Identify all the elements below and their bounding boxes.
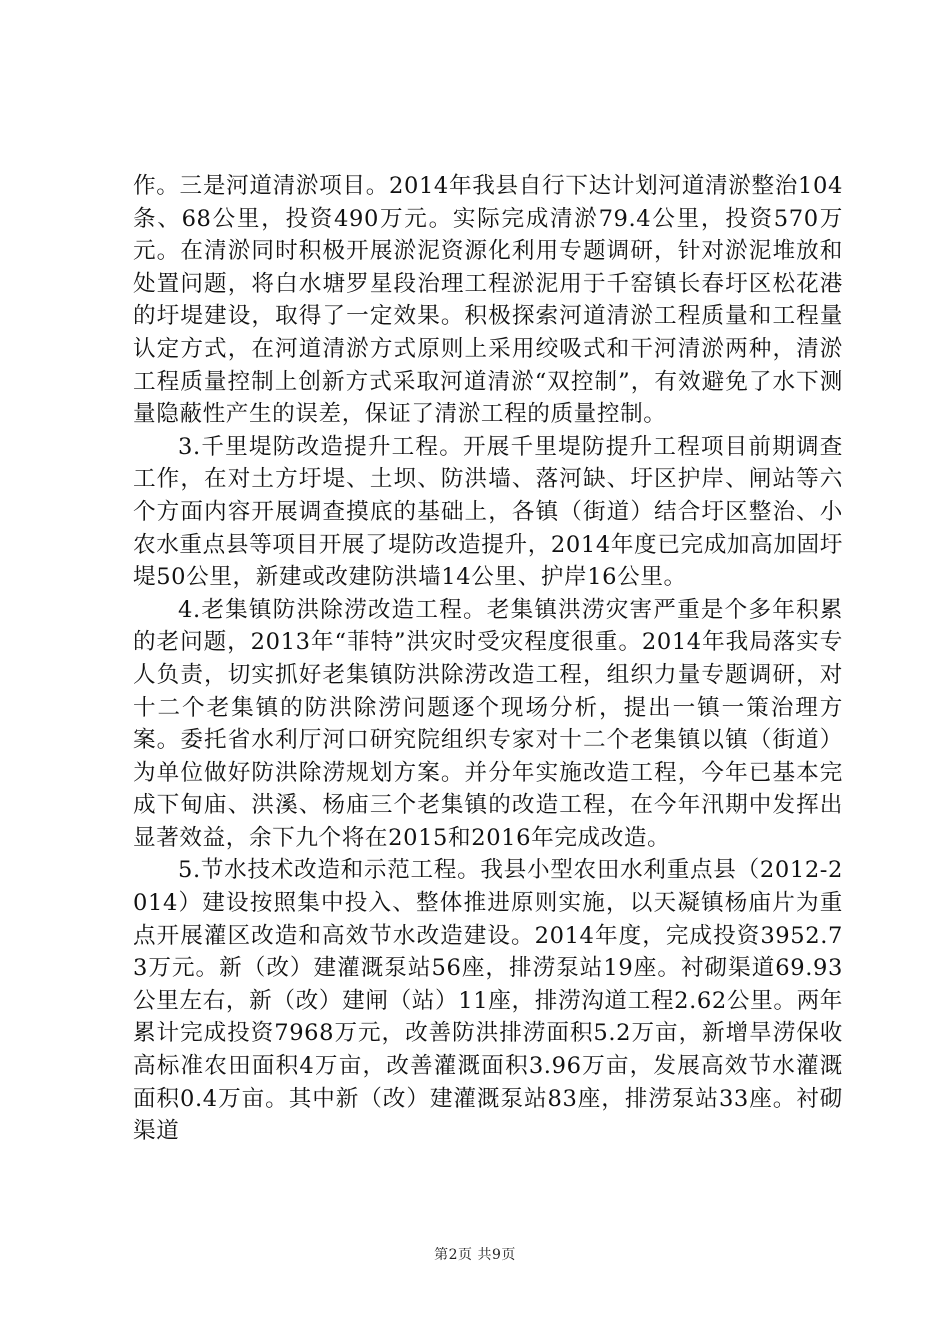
document-body [133, 170, 843, 1148]
paragraph-old-town-flood: 4.老集镇防洪除涝改造工程。老集镇洪涝灾害严重是个多年积累的老问题，2013年“菲特”洪灾时受灾程度很重。2014年我局落实专人负责，切实抓好老集镇防洪除涝改造工程，组织力量专题调研，对十二个老集镇的防洪除涝问题逐个现场分析，提出一镇一策治理方案。委托省水利厅河口研究院组织专家对十二个老集镇以镇（街道）为单位做好防洪除涝规划方案。并分年实施改造工程，今年已基本完成下甸庙、洪溪、杨庙三个老集镇的改造工程，在今年汛期中发挥出显著效益，余下九个将在2015和2016年完成改造。 [133, 596, 843, 851]
page-number-footer: 第2页 共9页 [434, 1247, 516, 1263]
paragraph-water-saving: 5.节水技术改造和示范工程。我县小型农田水利重点县（2012-2014）建设按照集中投入、整体推进原则实施，以天凝镇杨庙片为重点开展灌区改造和高效节水改造建设。2014年度，完成投资3952.73万元。新（改）建灌溉泵站56座，排涝泵站19座。衬砌渠道69.93公里左右，新（改）建闸（站）11座，排涝沟道工程2.62公里。两年累计完成投资7968万元，改善防洪排涝面积5.2万亩，新增旱涝保收高标准农田面积4万亩，改善灌溉面积3.96万亩，发展高效节水灌溉面积0.4万亩。其中新（改）建灌溉泵站83座，排涝泵站33座。衬砌渠道 [133, 857, 843, 1145]
paragraph-river-dredging: 作。三是河道清淤项目。2014年我县自行下达计划河道清淤整治104条、68公里，投资490万元。实际完成清淤79.4公里，投资570万元。在清淤同时积极开展淤泥资源化利用专题调研，针对淤泥堆放和处置问题，将白水塘罗星段治理工程淤泥用于千窑镇长春圩区松花港的圩堤建设，取得了一定效果。积极探索河道清淤工程质量和工程量认定方式，在河道清淤方式原则上采用绞吸式和干河清淤两种，清淤工程质量控制上创新方式采取河道清淤“双控制”，有效避免了水下测量隐蔽性产生的误差，保证了清淤工程的质量控制。 [133, 173, 843, 428]
paragraph-dike-upgrade: 3.千里堤防改造提升工程。开展千里堤防提升工程项目前期调查工作，在对土方圩堤、土坝、防洪墙、落河缺、圩区护岸、闸站等六个方面内容开展调查摸底的基础上，各镇（街道）结合圩区整治、小农水重点县等项目开展了堤防改造提升，2014年度已完成加高加固圩堤50公里，新建或改建防洪墙14公里、护岸16公里。 [133, 433, 843, 591]
